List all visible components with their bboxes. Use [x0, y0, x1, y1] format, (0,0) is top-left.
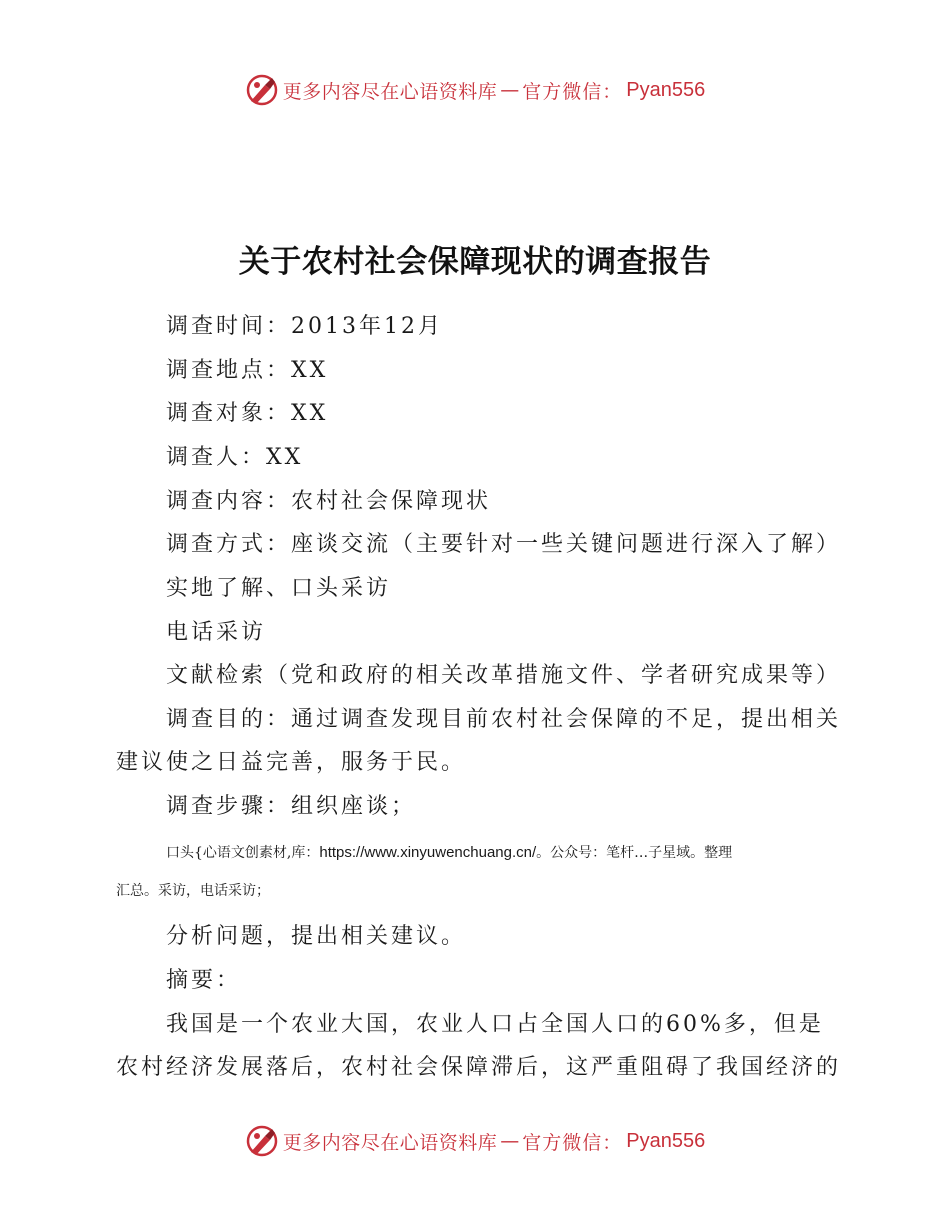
survey-time: 调查时间：2013年12月: [166, 314, 443, 339]
surveyor: 调查人：XX: [166, 445, 304, 470]
banner-wechat-label: 官方微信：: [522, 80, 623, 103]
survey-method-2: 实地了解、口头采访: [166, 576, 392, 601]
banner-wechat-id: Pyan556: [626, 78, 706, 101]
banner-wechat-id: Pyan556: [626, 1129, 706, 1152]
page-title: 关于农村社会保障现状的调查报告: [238, 244, 712, 280]
small-text-line-1: [166, 842, 886, 864]
survey-method-3: 电话采访: [166, 620, 267, 645]
survey-content: 调查内容：农村社会保障现状: [166, 489, 492, 514]
header-banner: [0, 70, 950, 110]
website-link[interactable]: https://www.xinyuwenchuang.cn/: [319, 844, 537, 861]
abstract-heading: 摘要：: [166, 968, 242, 993]
banner-separator: —: [500, 79, 520, 101]
abstract-line-1: 我国是一个农业大国，农业人口占全国人口的60%多，但是: [166, 1012, 824, 1037]
survey-subject: 调查对象：XX: [166, 401, 329, 426]
small-text-post: 。公众号：笔杆…子星域。整理: [536, 845, 733, 861]
survey-method: 调查方式：座谈交流（主要针对一些关键问题进行深入了解）: [166, 532, 842, 557]
survey-steps: 调查步骤：组织座谈；: [166, 794, 417, 819]
banner-separator: —: [500, 1130, 520, 1152]
analysis-line: 分析问题，提出相关建议。: [166, 924, 467, 949]
survey-location: 调查地点：XX: [166, 358, 329, 383]
banner-text: 更多内容尽在心语资料库: [282, 80, 498, 103]
survey-purpose: 调查目的：通过调查发现目前农村社会保障的不足，提出相关: [166, 707, 842, 732]
small-text-line-2: 汇总。采访，电话采访；: [116, 883, 270, 899]
footer-banner: [0, 1121, 950, 1161]
abstract-line-2: 农村经济发展落后，农村社会保障滞后，这严重阻碍了我国经济的: [116, 1055, 842, 1080]
banner-text: 更多内容尽在心语资料库: [282, 1131, 498, 1154]
pen-logo-icon: [245, 1124, 279, 1158]
banner-wechat-label: 官方微信：: [522, 1131, 623, 1154]
survey-purpose-cont: 建议使之日益完善，服务于民。: [116, 750, 467, 775]
survey-method-4: 文献检索（党和政府的相关改革措施文件、学者研究成果等）: [166, 663, 842, 688]
pen-logo-icon: [245, 73, 279, 107]
small-text-pre: 口头{心语文创素材,库：: [166, 845, 320, 861]
